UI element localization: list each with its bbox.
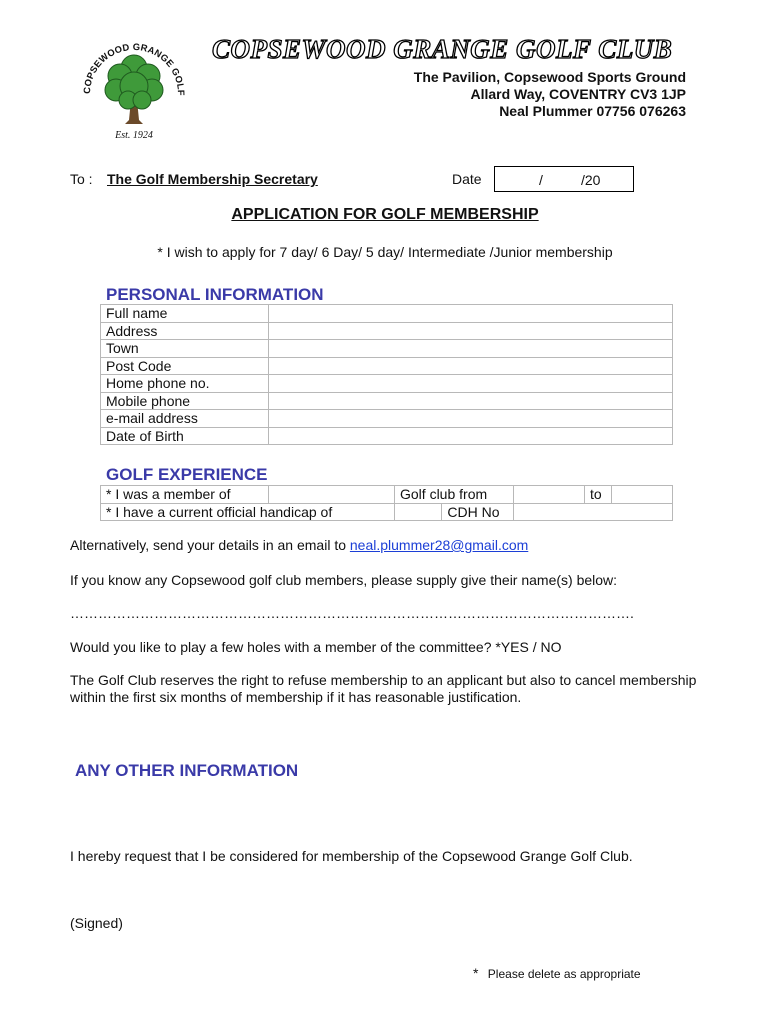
- table-row: [101, 392, 673, 410]
- club-to-label: to: [585, 486, 612, 504]
- club-from-field[interactable]: [514, 486, 585, 504]
- footnote-star: *: [473, 965, 479, 981]
- play-holes-question: Would you like to play a few holes with a member of the committee? *YES / NO: [70, 639, 562, 655]
- field-label: Post Code: [101, 357, 269, 375]
- address-line-2: Allard Way, COVENTRY CV3 1JP: [470, 86, 686, 102]
- field-input[interactable]: [269, 410, 673, 428]
- alt-email-prefix: Alternatively, send your details in an email to: [70, 537, 346, 553]
- field-label: Town: [101, 340, 269, 358]
- field-label: e-mail address: [101, 410, 269, 428]
- field-label: Date of Birth: [101, 427, 269, 445]
- membership-type-line: * I wish to apply for 7 day/ 6 Day/ 5 day/ Intermediate /Junior membership: [157, 244, 613, 260]
- to-name: The Golf Membership Secretary: [107, 171, 318, 187]
- reserves-right-paragraph: The Golf Club reserves the right to refuse membership to an applicant but also to cancel membership within the first six months of membership if it has reasonable justification.: [70, 672, 697, 705]
- field-label: Full name: [101, 305, 269, 323]
- personal-info-table: [100, 304, 673, 445]
- club-to-field[interactable]: [612, 486, 673, 504]
- personal-info-heading: PERSONAL INFORMATION: [106, 285, 324, 304]
- golf-experience-heading: GOLF EXPERIENCE: [106, 465, 268, 484]
- cdh-label: CDH No: [442, 503, 514, 521]
- to-label: To :: [70, 171, 93, 187]
- field-input[interactable]: [269, 340, 673, 358]
- table-row: [101, 305, 673, 323]
- table-row: [101, 410, 673, 428]
- field-input[interactable]: [269, 375, 673, 393]
- footnote-text: Please delete as appropriate: [487, 967, 641, 981]
- tree-icon: [105, 55, 163, 109]
- handicap-label: * I have a current official handicap of: [101, 503, 395, 521]
- signature-label: (Signed): [70, 915, 123, 931]
- alternative-email-line: [70, 537, 710, 554]
- field-label: Mobile phone: [101, 392, 269, 410]
- cdh-field[interactable]: [514, 503, 673, 521]
- table-row: [101, 322, 673, 340]
- table-row: [101, 375, 673, 393]
- field-label: Address: [101, 322, 269, 340]
- field-input[interactable]: [269, 357, 673, 375]
- field-label: Home phone no.: [101, 375, 269, 393]
- handicap-field[interactable]: [395, 503, 442, 521]
- logo-ring-text: COPSEWOOD GRANGE GOLF: [80, 40, 188, 96]
- date-year: /20: [581, 172, 601, 188]
- field-input[interactable]: [269, 392, 673, 410]
- logo-est: Est. 1924: [115, 130, 153, 141]
- request-statement: I hereby request that I be considered for membership of the Copsewood Grange Golf Club.: [70, 848, 633, 864]
- table-row: [101, 427, 673, 445]
- table-row: [101, 340, 673, 358]
- contact-line: Neal Plummer 07756 076263: [499, 103, 686, 119]
- field-input[interactable]: [269, 305, 673, 323]
- know-members-line: If you know any Copsewood golf club members, please supply give their name(s) below:: [70, 572, 618, 588]
- club-from-label: Golf club from: [395, 486, 514, 504]
- address-line-1: The Pavilion, Copsewood Sports Ground: [413, 69, 686, 85]
- date-label: Date: [452, 171, 482, 187]
- page-title: APPLICATION FOR GOLF MEMBERSHIP: [231, 206, 539, 223]
- club-name: COPSEWOOD GRANGE GOLF CLUB: [212, 34, 673, 64]
- date-slash: /: [539, 172, 543, 188]
- member-names-field[interactable]: ………………………………………………………………………………………………………….: [70, 605, 634, 621]
- club-logo: [78, 38, 190, 142]
- table-row: [101, 486, 673, 504]
- delete-footnote: [473, 965, 641, 981]
- golf-experience-table: [100, 485, 673, 521]
- date-field[interactable]: [494, 166, 634, 192]
- member-of-label: * I was a member of: [101, 486, 269, 504]
- other-info-heading: ANY OTHER INFORMATION: [75, 761, 299, 780]
- table-row: [101, 503, 673, 521]
- table-row: [101, 357, 673, 375]
- field-input[interactable]: [269, 427, 673, 445]
- member-of-club-field[interactable]: [269, 486, 395, 504]
- email-link[interactable]: neal.plummer28@gmail.com: [349, 537, 529, 553]
- field-input[interactable]: [269, 322, 673, 340]
